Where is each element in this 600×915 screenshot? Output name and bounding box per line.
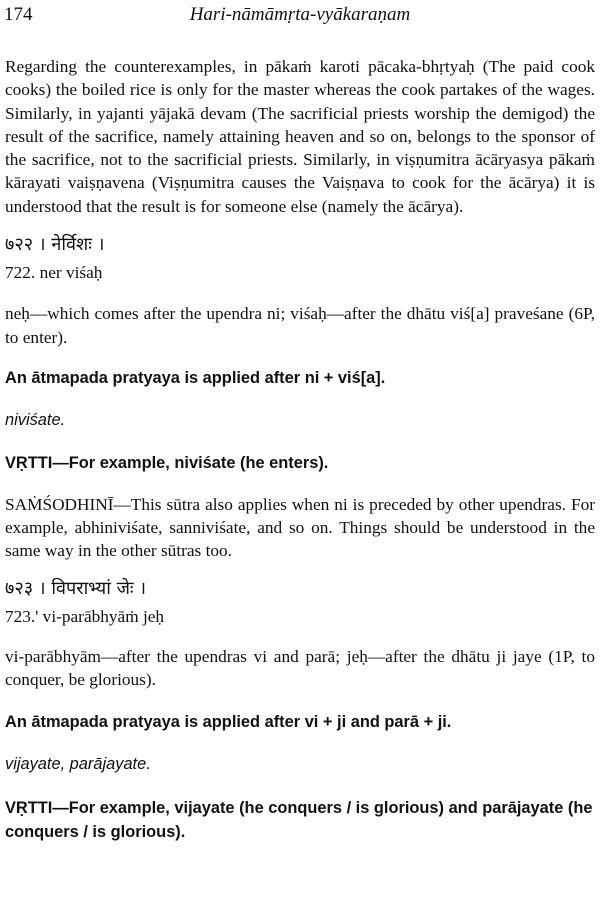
sutra-723-rule: An ātmapada pratyaya is applied after vi + ji and parā + ji. (5, 712, 452, 731)
sutra-722-vrtti: VṚTTI—For example, niviśate (he enters). (5, 453, 329, 472)
sutra-722-devanagari: ७२२ । नेर्विशः । (5, 234, 105, 256)
sutra-722-transliteration: 722. ner viśaḥ (5, 263, 103, 283)
sutra-723-example: vijayate, parājayate. (5, 754, 151, 773)
page-content (5, 55, 595, 844)
sutra-723-gloss: vi-parābhyām—after the upendras vi and parā; jeḥ—after the dhātu ji jaye (1P, to conquer, be glorious). (5, 647, 595, 690)
page-header (0, 0, 600, 30)
sutra-722-example: niviśate. (5, 411, 66, 430)
sutra-723-transliteration: 723.' vi-parābhyāṁ jeḥ (5, 606, 165, 626)
running-title: Hari-nāmāmṛta-vyākaraṇam (189, 4, 411, 25)
sutra-722-gloss: neḥ—which comes after the upendra ni; viśaḥ—after the dhātu viś[a] praveśane (6P, to enter). (5, 304, 595, 347)
sutra-722-rule: An ātmapada pratyaya is applied after ni + viś[a]. (5, 368, 386, 387)
sutra-723-vrtti: VṚTTI—For example, vijayate (he conquers / is glorious) and parājayate (he conquers / is glorious). (5, 799, 593, 842)
sutra-723-devanagari: ७२३ । विपराभ्यां जेः । (5, 577, 147, 599)
page-number: 174 (4, 4, 33, 25)
counterexamples-paragraph: Regarding the counterexamples, in pākaṁ karoti pācaka-bhṛtyaḥ (The paid cook cooks) the boiled rice is only for the master whereas the cook partakes of the wages. Similarly, in yajanti yājakā devam (The sacrificial priests worship the demigod) the result of the sacrifice, namely attaining heaven and so on, belongs to the sponsor of the sacrifice, not to the sacrificial priests. Similarly, in viṣṇumitra ācāryasya pākaṁ kārayati vaiṣṇavena (Viṣṇumitra causes the Vaiṣṇava to cook for the ācārya) it is understood that the result is for someone else (namely the ācārya). (5, 57, 595, 216)
samsodhini-commentary: SAṀŚODHINĪ—This sūtra also applies when ni is preceded by other upendras. For example, abhiniviśate, sanniviśate, and so on. Things should be understood in the same way in the other sūtras too. (5, 494, 595, 561)
